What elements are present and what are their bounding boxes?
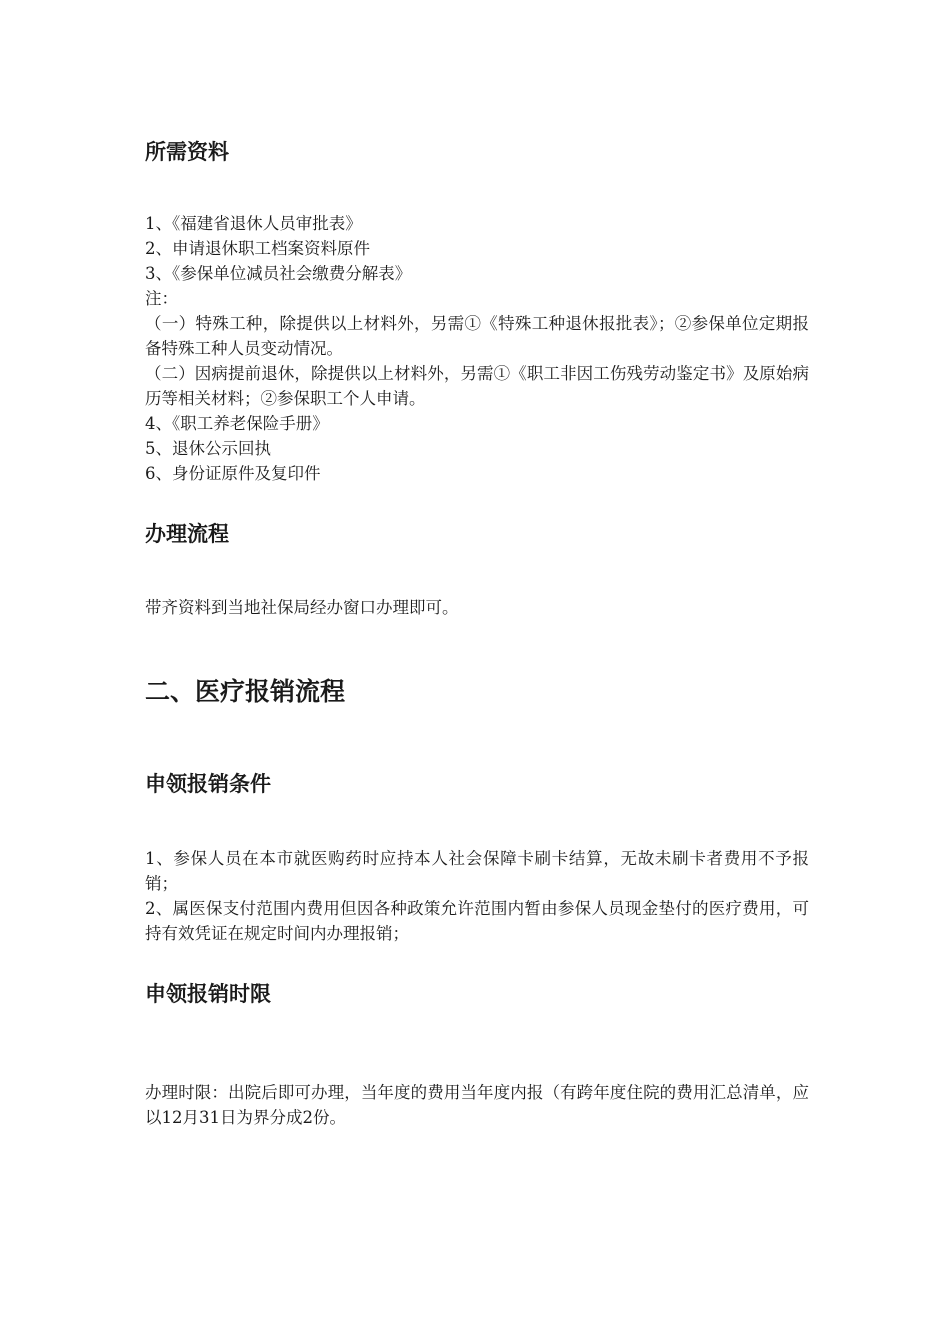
process-heading: 办理流程 [145, 522, 229, 546]
materials-note-special: （一）特殊工种，除提供以上材料外，另需①《特殊工种退休报批表》；②参保单位定期报备特殊工种人员变动情况。 [145, 314, 809, 358]
process-text: 带齐资料到当地社保局经办窗口办理即可。 [145, 598, 459, 617]
materials-heading: 所需资料 [145, 140, 229, 164]
time-limit-block [145, 1080, 809, 1130]
conditions-item: 1、参保人员在本市就医购药时应持本人社会保障卡刷卡结算，无故未刷卡者费用不予报销； [145, 849, 809, 893]
materials-list [145, 211, 809, 486]
materials-item: 3、《参保单位减员社会缴费分解表》 [145, 264, 412, 283]
materials-item: 6、身份证原件及复印件 [145, 464, 321, 483]
medical-heading: 二、医疗报销流程 [145, 677, 346, 706]
materials-item: 1、《福建省退休人员审批表》 [145, 214, 362, 233]
conditions-item: 2、属医保支付范围内费用但因各种政策允许范围内暂由参保人员现金垫付的医疗费用，可持有效凭证在规定时间内办理报销； [145, 899, 809, 943]
materials-item: 2、申请退休职工档案资料原件 [145, 239, 370, 258]
conditions-list [145, 846, 809, 946]
process-text-block [145, 595, 809, 620]
materials-item: 5、退休公示回执 [145, 439, 271, 458]
time-limit-text: 办理时限：出院后即可办理，当年度的费用当年度内报（有跨年度住院的费用汇总清单，应以12月31日为界分成2份。 [145, 1083, 809, 1127]
materials-note-label: 注： [145, 289, 178, 308]
materials-note-illness: （二）因病提前退休，除提供以上材料外，另需①《职工非因工伤残劳动鉴定书》及原始病历等相关材料；②参保职工个人申请。 [145, 364, 809, 408]
time-limit-heading: 申领报销时限 [145, 982, 271, 1006]
materials-item: 4、《职工养老保险手册》 [145, 414, 329, 433]
conditions-heading: 申领报销条件 [145, 772, 271, 796]
